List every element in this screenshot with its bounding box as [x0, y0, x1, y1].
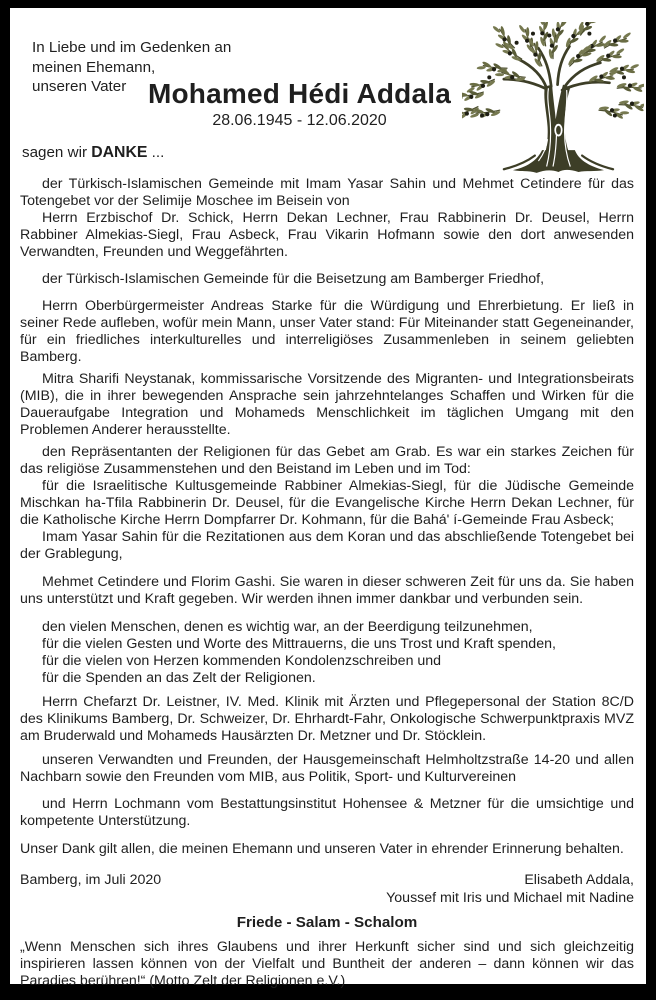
paragraph: der Türkisch-Islamischen Gemeinde mit Imam Yasar Sahin und Mehmet Cetindere für das Totengebet vor der Selimije Moschee im Beisein von: [20, 176, 634, 209]
thanks-line: [22, 144, 164, 162]
thanks-list-item: für die vielen von Herzen kommenden Kondolenzschreiben und: [42, 653, 442, 669]
notice-body: [20, 176, 634, 858]
signature-line: Youssef mit Iris und Michael mit Nadine: [386, 889, 634, 906]
paragraph: unseren Verwandten und Freunden, der Hausgemeinschaft Helmholtzstraße 14-20 und allen Nachbarn sowie den Freunden vom MIB, aus Politik, Sport- und Kulturvereinen: [20, 752, 634, 785]
paragraph: Herrn Chefarzt Dr. Leistner, IV. Med. Klinik mit Ärzten und Pflegepersonal der Station 8C/D des Klinikums Bamberg, Dr. Schweizer, Dr. Ehrhardt-Fahr, Onkologische Schwerpunktpraxis MVZ am Bruderwald und Mohameds Hausärzten Dr. Metzner und Dr. Stöcklein.: [20, 694, 634, 744]
paragraph: Imam Yasar Sahin für die Rezitationen aus dem Koran und das abschließende Totengebet bei der Grablegung,: [20, 529, 634, 562]
thanks-list-item: für die vielen Gesten und Worte des Mittrauerns, die uns Trost und Kraft spenden,: [42, 636, 556, 652]
intro-line: meinen Ehemann,: [32, 58, 156, 76]
paragraph: und Herrn Lochmann vom Bestattungsinstitut Hohensee & Metzner für die umsichtige und kompetente Unterstützung.: [20, 796, 634, 829]
paragraph: Mitra Sharifi Neystanak, kommissarische Vorsitzende des Migranten- und Integrationsbeirats (MIB), die in ihrer bewegenden Ansprache sein jahrzehntelanges Schaffen und Wirken für die Daueraufgabe Integration und Mohameds Menschlichkeit im täglichen Umgang mit den Problemen Anderer herausstellte.: [20, 371, 634, 438]
paragraph: Mehmet Cetindere und Florim Gashi. Sie waren in dieser schweren Zeit für uns da. Sie haben uns unterstützt und Kraft gegeben. Wir werden ihnen immer dankbar und verbunden sein.: [20, 574, 634, 607]
intro-line: In Liebe und im Gedenken an: [32, 39, 232, 56]
notice-header: [20, 36, 634, 176]
thanks-suffix: ...: [147, 144, 165, 161]
paragraph: Herrn Oberbürgermeister Andreas Starke für die Würdigung und Ehrerbietung. Er ließ in seiner Rede aufleben, wofür mein Mann, unser Vater stand: Für Miteinander statt Gegeneinander, für ein friedliches interkulturelles und interreligiöses Zusammenleben in seinem geliebten Bamberg.: [20, 298, 634, 365]
thanks-prefix: sagen wir: [22, 144, 92, 161]
life-dates: 28.06.1945 - 12.06.2020: [212, 112, 387, 129]
thanks-list: [20, 619, 634, 687]
paragraph: den Repräsentanten der Religionen für das Gebet am Grab. Es war ein starkes Zeichen für das religiöse Zusammenstehen und den Beistand im Leben und im Tod:: [20, 444, 634, 477]
signatures: [386, 872, 634, 907]
intro-line: unseren Vater: [32, 78, 127, 95]
paragraph: der Türkisch-Islamischen Gemeinde für die Beisetzung am Bamberger Friedhof,: [42, 271, 545, 287]
paragraph: Herrn Erzbischof Dr. Schick, Herrn Dekan Lechner, Frau Rabbinerin Dr. Deusel, Herrn Rabbiner Almekias-Siegl, Frau Asbeck, Frau Vikarin Hofmann sowie den dort anwesenden Verwandten, Freunden und Weggefährten.: [20, 210, 634, 260]
thanks-list-item: den vielen Menschen, denen es wichtig war, an der Beerdigung teilzunehmen,: [42, 619, 533, 635]
notice-sheet: [10, 8, 646, 989]
signature-line: Elisabeth Addala,: [524, 872, 634, 888]
place-date: Bamberg, im Juli 2020: [20, 872, 162, 888]
olive-tree-icon: [462, 22, 644, 180]
thanks-word: DANKE: [91, 144, 148, 161]
quote-text: „Wenn Menschen sich ihres Glaubens und ihrer Herkunft sicher sind und sich gleichzeitig inspirieren lassen können von der Vielfalt und Buntheit der anderen – dann können wir das Paradies berühren!“ (Motto Zelt der Religionen e.V.): [20, 939, 634, 989]
signature-row: [20, 872, 634, 907]
peace-line: Friede - Salam - Schalom: [236, 914, 418, 931]
deceased-name: Mohamed Hédi Addala: [147, 78, 452, 109]
thanks-list-item: für die Spenden an das Zelt der Religionen.: [42, 670, 316, 686]
paragraph: für die Israelitische Kultusgemeinde Rabbiner Almekias-Siegl, für die Jüdische Gemeinde Mischkan ha-Tfila Rabbinerin Dr. Deusel, für die Evangelische Kirche Herrn Dekan Lechner, für die Katholische Kirche Herrn Dompfarrer Dr. Kohmann, für die Bahá' í-Gemeinde Frau Asbeck;: [20, 478, 634, 528]
closing-line: Unser Dank gilt allen, die meinen Ehemann und unseren Vater in ehrender Erinnerung behalten.: [20, 841, 624, 857]
